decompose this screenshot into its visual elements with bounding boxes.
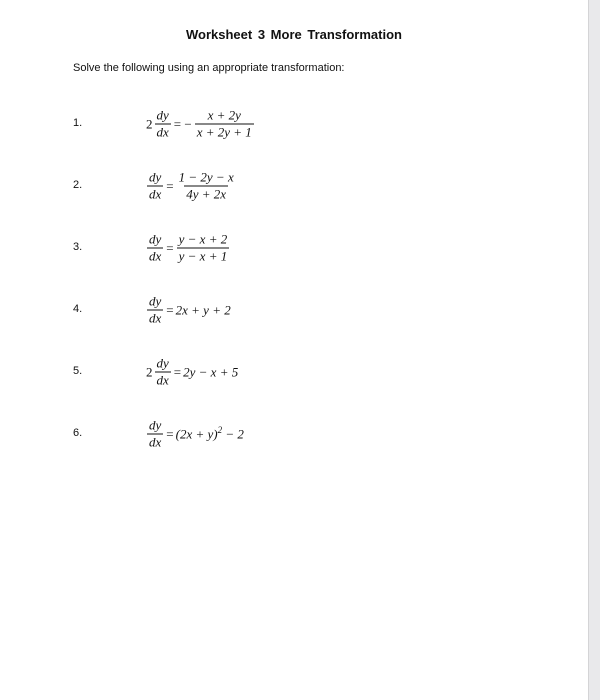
equation xyxy=(146,419,244,450)
numerator: dy xyxy=(149,417,162,433)
denominator: dx xyxy=(149,186,162,202)
relation: = xyxy=(166,240,174,255)
rhs-fraction xyxy=(177,233,230,264)
numerator: dy xyxy=(149,231,162,247)
numerator: 1 − 2y − x xyxy=(178,169,234,185)
numerator: dy xyxy=(149,169,162,185)
derivative-fraction xyxy=(155,109,171,140)
problem-6 xyxy=(0,417,588,477)
equation xyxy=(146,109,255,140)
denominator: dx xyxy=(156,124,169,140)
rhs-expression: 2x + y + 2 xyxy=(175,302,231,317)
equation xyxy=(146,171,237,202)
derivative-fraction xyxy=(147,419,163,450)
rhs-tail: − 2 xyxy=(222,426,244,441)
equation xyxy=(146,233,230,264)
coefficient: 2 xyxy=(146,364,153,379)
denominator: dx xyxy=(149,310,162,326)
problem-3 xyxy=(0,231,588,291)
rhs-parenthesized: (2x + y) xyxy=(175,426,218,441)
problem-4 xyxy=(0,293,588,353)
denominator: 4y + 2x xyxy=(186,186,227,202)
numerator: dy xyxy=(156,355,169,371)
instruction-text: Solve the following using an appropriate transformation: xyxy=(73,62,345,74)
denominator: dx xyxy=(149,248,162,264)
denominator: dx xyxy=(149,434,162,450)
relation: = xyxy=(166,178,174,193)
relation: = xyxy=(173,364,182,379)
derivative-fraction xyxy=(155,357,171,388)
numerator: y − x + 2 xyxy=(178,231,228,247)
numerator: dy xyxy=(149,293,162,309)
worksheet-title: Worksheet 3 More Transformation xyxy=(186,27,402,42)
problem-number: 6. xyxy=(73,427,83,439)
rhs-expression: 2y − x + 5 xyxy=(183,364,239,379)
relation: = xyxy=(166,426,174,441)
equation xyxy=(146,357,238,388)
exponent: 2 xyxy=(217,424,223,435)
problem-5 xyxy=(0,355,588,415)
problem-number: 2. xyxy=(73,179,83,191)
relation: = − xyxy=(173,116,192,131)
derivative-fraction xyxy=(147,171,163,202)
problem-1 xyxy=(0,107,588,167)
numerator: x + 2y xyxy=(207,107,241,123)
denominator: dx xyxy=(156,372,169,388)
derivative-fraction xyxy=(147,295,163,326)
rhs-fraction xyxy=(195,109,254,140)
problem-number: 1. xyxy=(73,117,83,129)
problem-number: 3. xyxy=(73,241,83,253)
rhs-fraction xyxy=(177,171,236,202)
rhs-expression xyxy=(176,426,244,442)
problem-number: 4. xyxy=(73,303,83,315)
problem-number: 5. xyxy=(73,365,83,377)
denominator: y − x + 1 xyxy=(178,248,228,264)
relation: = xyxy=(166,302,174,317)
numerator: dy xyxy=(156,107,169,123)
problem-2 xyxy=(0,169,588,229)
derivative-fraction xyxy=(147,233,163,264)
equation xyxy=(146,295,231,326)
denominator: x + 2y + 1 xyxy=(196,124,252,140)
coefficient: 2 xyxy=(146,116,153,131)
